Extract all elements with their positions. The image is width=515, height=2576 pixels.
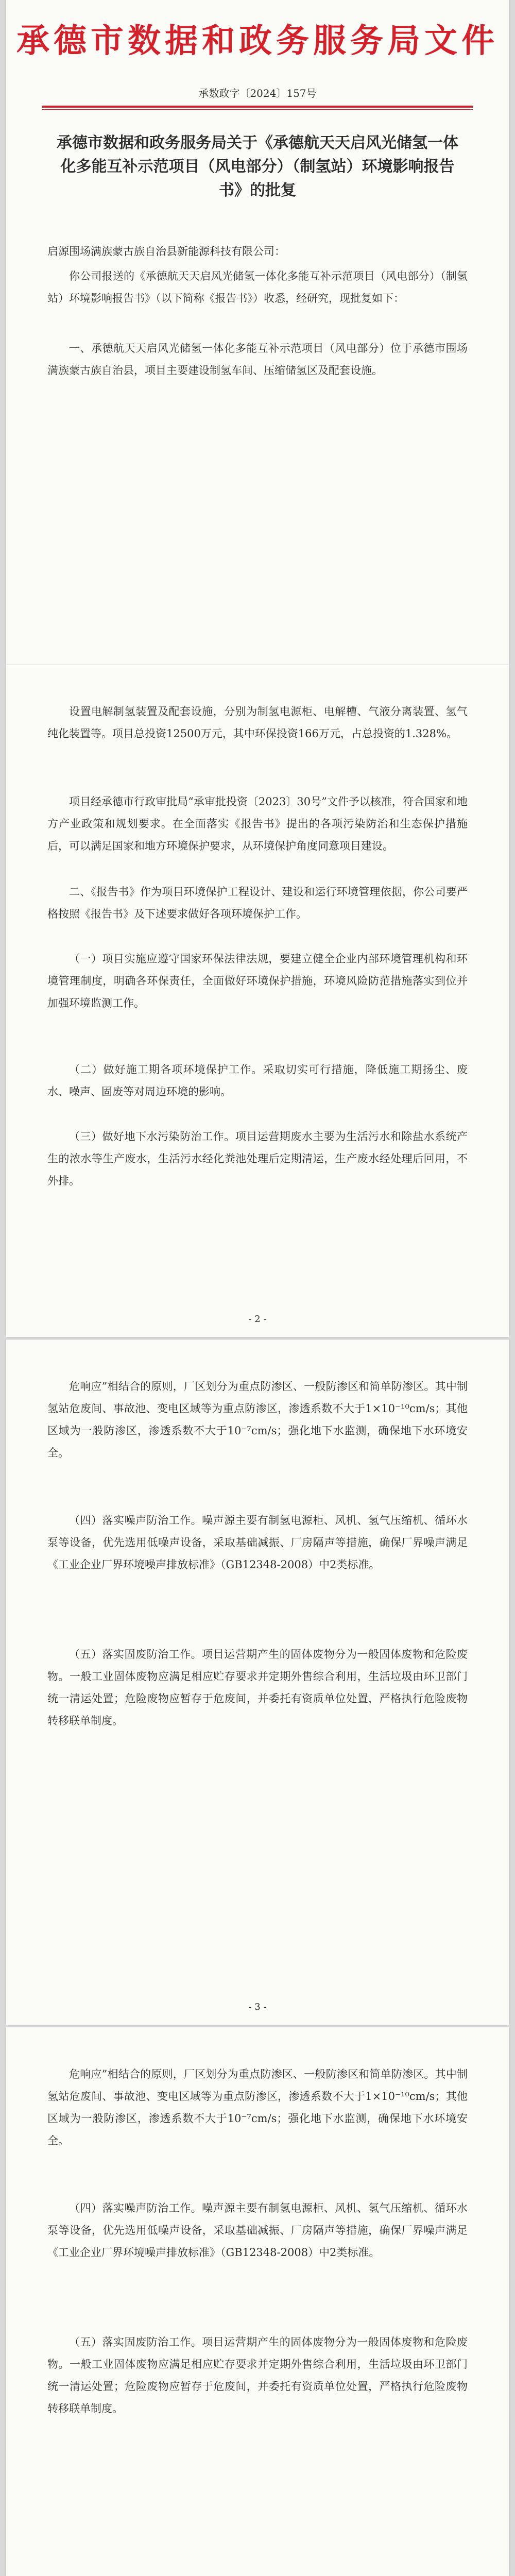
paragraph: 二、《报告书》作为项目环境保护工程设计、建设和运行环境管理依据，你公司要严格按照《报告书》及下述要求做好各项环境保护工作。 [47,886,468,920]
document-page-3 [6,1340,509,2025]
red-divider [42,106,473,108]
paragraph: 一、承德航天天启风光储氢一体化多能互补示范项目（风电部分）位于承德市围场满族蒙古族自治县，项目主要建设制氢车间、压缩储氢区及配套设施。 [47,342,468,377]
paragraph: 危响应”相结合的原则，厂区划分为重点防渗区、一般防渗区和简单防渗区。其中制氢站危废间、事故池、变电区域等为重点防渗区，渗透系数不大于1×10⁻¹⁰cm/s；其他区域为一般防渗区，渗透系数不大于10⁻⁷cm/s；强化地下水监测，确保地下水环境安全。 [47,1380,468,1459]
paragraph: 你公司报送的《承德航天天启风光储氢一体化多能互补示范项目（风电部分）（制氢站）环境影响报告书》（以下简称《报告书》）收悉，经研究，现批复如下： [47,270,468,304]
red-divider-thin [42,109,473,110]
paragraph: （二）做好施工期各项环境保护工作。采取切实可行措施，降低施工期扬尘、废水、噪声、固废等对周边环境的影响。 [47,1063,468,1098]
document-page-2 [6,665,509,1337]
document-page-1 [6,0,509,665]
addressee: 启源围场满族蒙古族自治县新能源科技有限公司： [47,245,285,258]
paragraph: 设置电解制氢装置及配套设施，分别为制氢电源柜、电解槽、气液分离装置、氢气纯化装置等。项目总投资12500万元，其中环保投资166万元，占总投资的1.328%。 [47,705,468,740]
document-title: 承德市数据和政务服务局关于《承德航天天启风光储氢一体化多能互补示范项目（风电部分）（制氢站）环境影响报告书》的批复 [57,134,458,199]
document-header-title: 承德市数据和政务服务局文件 [16,22,499,60]
paragraph: （四）落实噪声防治工作。噪声源主要有制氢电源柜、风机、氢气压缩机、循环水泵等设备，优先选用低噪声设备，采取基础减振、厂房隔声等措施，确保厂界噪声满足《工业企业厂界环境噪声排放标准》（GB12348-2008）中2类标准。 [47,2202,468,2259]
paragraph: 项目经承德市行政审批局“承审批投资〔2023〕30号”文件予以核准，符合国家和地方产业政策和规划要求。在全面落实《报告书》提出的各项污染防治和生态保护措施后，可以满足国家和地方环境保护要求，从环境保护角度同意项目建设。 [47,795,468,852]
document-number: 承数政字〔2024〕157号 [198,87,317,99]
document-page-4 [6,2027,509,2576]
paragraph: （五）落实固废防治工作。项目运营期产生的固体废物分为一般固体废物和危险废物。一般工业固体废物应满足相应贮存要求并定期外售综合利用，生活垃圾由环卫部门统一清运处置；危险废物应暂存于危废间，并委托有资质单位处置，严格执行危险废物转移联单制度。 [47,1648,468,1727]
paragraph: （五）落实固废防治工作。项目运营期产生的固体废物分为一般固体废物和危险废物。一般工业固体废物应满足相应贮存要求并定期外售综合利用，生活垃圾由环卫部门统一清运处置；危险废物应暂存于危废间，并委托有资质单位处置，严格执行危险废物转移联单制度。 [47,2336,468,2415]
paragraph: （一）项目实施应遵守国家环保法律法规，要建立健全企业内部环境管理机构和环境管理制度，明确各环保责任，全面做好环境保护措施，环境风险防范措施落实到位并加强环境监测工作。 [47,953,468,1009]
paragraph: （四）落实噪声防治工作。噪声源主要有制氢电源柜、风机、氢气压缩机、循环水泵等设备，优先选用低噪声设备，采取基础减振、厂房隔声等措施，确保厂界噪声满足《工业企业厂界环境噪声排放标准》（GB12348-2008）中2类标准。 [47,1514,468,1571]
page-number: - 3 - [248,2002,267,2012]
page-number: - 2 - [248,1314,267,1325]
paragraph: 危响应”相结合的原则，厂区划分为重点防渗区、一般防渗区和简单防渗区。其中制氢站危废间、事故池、变电区域等为重点防渗区，渗透系数不大于1×10⁻¹⁰cm/s；其他区域为一般防渗区，渗透系数不大于10⁻⁷cm/s；强化地下水监测，确保地下水环境安全。 [47,2068,468,2147]
paragraph: （三）做好地下水污染防治工作。项目运营期废水主要为生活污水和除盐水系统产生的浓水等生产废水，生活污水经化粪池处理后定期清运，生产废水经处理后回用，不外排。 [47,1130,468,1187]
